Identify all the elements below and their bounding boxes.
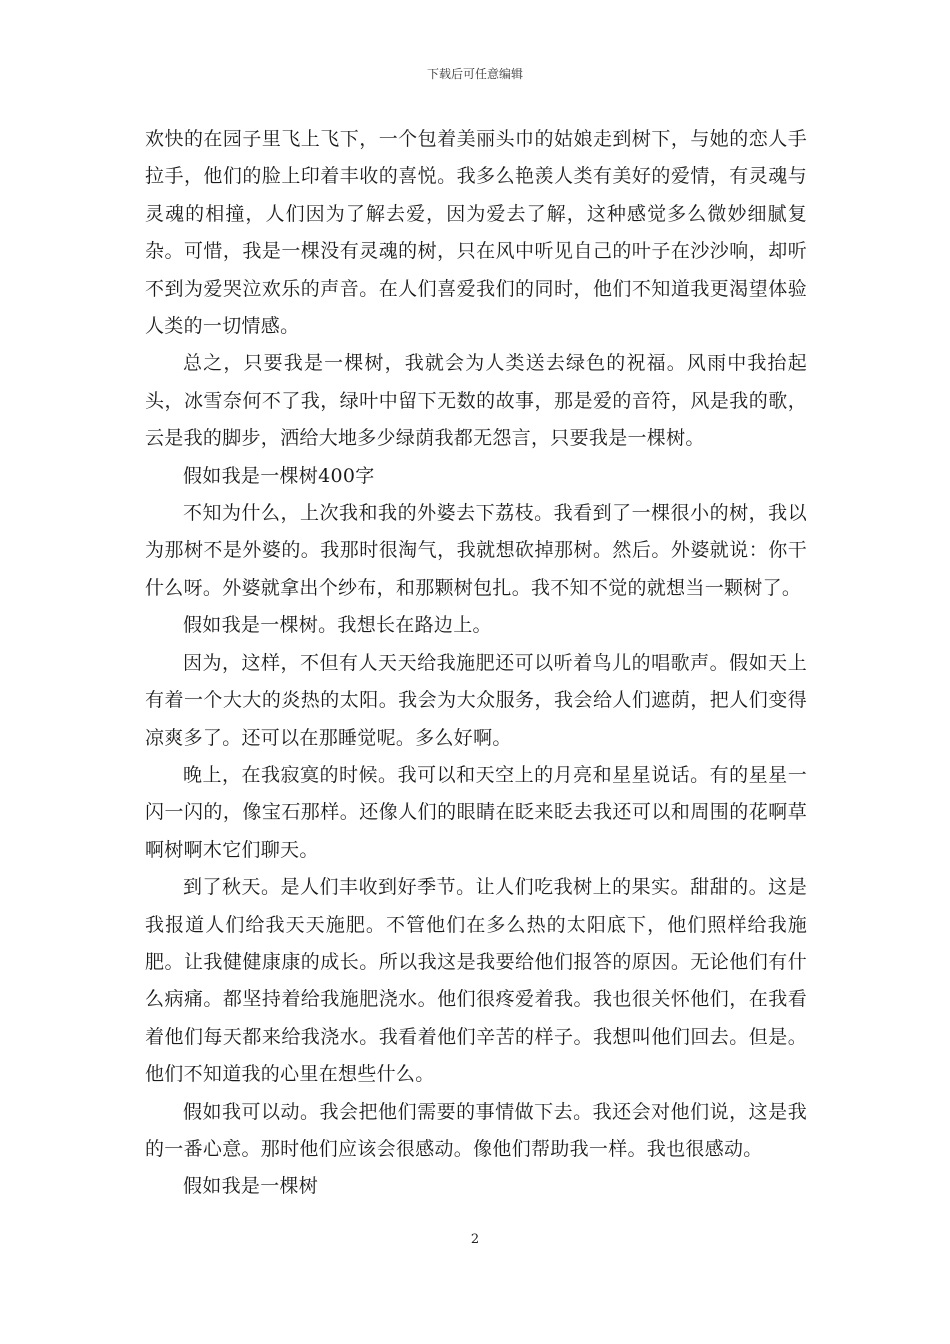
paragraph-8: 假如我可以动。我会把他们需要的事情做下去。我还会对他们说，这是我的一番心意。那时他们应该会很感动。像他们帮助我一样。我也很感动。 [145,1100,807,1160]
paragraph-4: 假如我是一棵树。我想长在路边上。 [183,614,492,637]
paragraph-7: 到了秋天。是人们丰收到好季节。让人们吃我树上的果实。甜甜的。这是我报道人们给我天天施肥。不管他们在多么热的太阳底下，他们照样给我施肥。让我健健康康的成长。所以我这是我要给他们报答的原因。无论他们有什么病痛。都坚持着给我施肥浇水。他们很疼爱着我。我也很关怀他们，在我看着他们每天都来给我浇水。我看着他们辛苦的样子。我想叫他们回去。但是。他们不知道我的心里在想些什么。 [145,876,807,1086]
page-header: 下载后可任意编辑 [426,67,523,81]
page-number: 2 [470,1232,480,1247]
paragraph-6: 晚上，在我寂寞的时候。我可以和天空上的月亮和星星说话。有的星星一闪一闪的，像宝石那样。还像人们的眼睛在眨来眨去我还可以和周围的花啊草啊树啊木它们聊天。 [145,763,807,861]
paragraph-3: 不知为什么，上次我和我的外婆去下荔枝。我看到了一棵很小的树，我以为那树不是外婆的。我那时很淘气，我就想砍掉那树。然后。外婆就说：你干什么呀。外婆就拿出个纱布，和那颗树包扎。我不知不觉的就想当一颗树了。 [145,502,807,599]
paragraph-1: 欢快的在园子里飞上飞下，一个包着美丽头巾的姑娘走到树下，与她的恋人手拉手，他们的脸上印着丰收的喜悦。我多么艳羡人类有美好的爱情，有灵魂与灵魂的相撞，人们因为了解去爱，因为爱去了解，这种感觉多么微妙细腻复杂。可惜，我是一棵没有灵魂的树，只在风中听见自己的叶子在沙沙响，却听不到为爱哭泣欢乐的声音。在人们喜爱我们的同时，他们不知道我更渴望体验人类的一切情感。 [145,128,807,338]
paragraph-2: 总之，只要我是一棵树，我就会为人类送去绿色的祝福。风雨中我抬起头，冰雪奈何不了我，绿叶中留下无数的故事，那是爱的音符，风是我的歌，云是我的脚步，洒给大地多少绿荫我都无怨言，只要我是一棵树。 [145,352,807,450]
paragraph-5: 因为，这样，不但有人天天给我施肥还可以听着鸟儿的唱歌声。假如天上有着一个大大的炎热的太阳。我会为大众服务，我会给人们遮荫，把人们变得凉爽多了。还可以在那睡觉呢。多么好啊。 [145,651,807,749]
paragraph-9: 假如我是一棵树 [183,1175,319,1198]
document-body [145,121,807,1206]
section-heading: 假如我是一棵树400字 [183,464,375,487]
